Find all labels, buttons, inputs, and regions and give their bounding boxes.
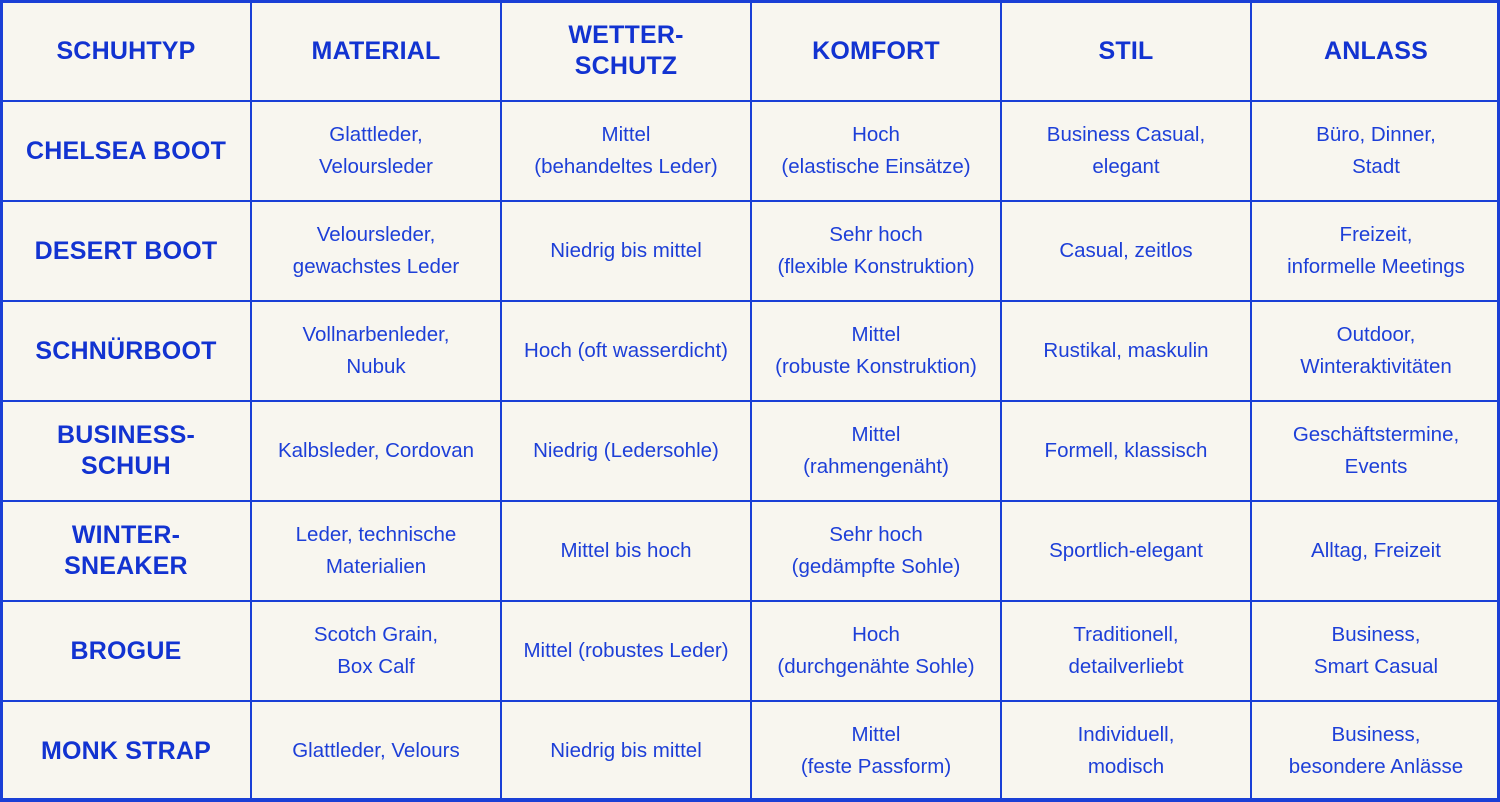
cell-text: (elastische Einsätze) [781, 155, 971, 178]
cell-anlass [1251, 401, 1500, 501]
cell-text: Sehr hoch [829, 523, 923, 546]
cell-text: modisch [1087, 755, 1165, 778]
cell-text: Mittel (robustes Leder) [523, 639, 729, 662]
cell-komfort [751, 401, 1001, 501]
cell-anlass [1251, 301, 1500, 401]
cell-anlass [1251, 101, 1500, 201]
cell-text: Business, [1331, 623, 1421, 646]
cell-text: Hoch [852, 623, 900, 646]
cell-text: (behandeltes Leder) [534, 155, 718, 178]
header-text: ANLASS [1324, 36, 1428, 65]
cell-text: (feste Passform) [800, 755, 952, 778]
cell-text: Sportlich-elegant [1049, 539, 1203, 562]
row-header-winter-sneaker [1, 501, 251, 601]
cell-wetterschutz [501, 101, 751, 201]
cell-text: Business, [1331, 723, 1421, 746]
cell-stil [1001, 101, 1251, 201]
cell-text: Stadt [1352, 155, 1400, 178]
cell-komfort [751, 701, 1001, 801]
cell-wetterschutz [501, 501, 751, 601]
cell-text: Formell, klassisch [1044, 439, 1208, 462]
row-header-text: DESERT BOOT [34, 236, 218, 265]
cell-text: Business Casual, [1046, 123, 1206, 146]
cell-text: informelle Meetings [1287, 255, 1465, 278]
row-header-text: MONK STRAP [40, 736, 212, 765]
cell-text: Casual, zeitlos [1059, 239, 1193, 262]
cell-text: elegant [1092, 155, 1160, 178]
row-header-brogue [1, 601, 251, 701]
cell-text: Mittel bis hoch [560, 539, 692, 562]
cell-text: Alltag, Freizeit [1311, 539, 1441, 562]
table-row [1, 101, 1500, 201]
cell-text: Freizeit, [1339, 223, 1413, 246]
cell-wetterschutz [501, 701, 751, 801]
cell-text: Nubuk [346, 355, 406, 378]
cell-text: Box Calf [337, 655, 415, 678]
cell-text: (robuste Konstruktion) [775, 355, 977, 378]
row-header-text: WINTER- [71, 521, 181, 549]
cell-text: Traditionell, [1073, 623, 1179, 646]
cell-material [251, 701, 501, 801]
header-text: KOMFORT [812, 36, 940, 65]
cell-text: Geschäftstermine, [1292, 423, 1460, 446]
cell-text: Rustikal, maskulin [1043, 339, 1209, 362]
cell-material [251, 101, 501, 201]
table-row [1, 401, 1500, 501]
cell-material [251, 601, 501, 701]
table-row [1, 701, 1500, 801]
cell-material [251, 301, 501, 401]
table-row [1, 201, 1500, 301]
cell-text: besondere Anlässe [1288, 755, 1464, 778]
cell-text: Niedrig (Ledersohle) [533, 439, 719, 462]
row-header-text: CHELSEA BOOT [25, 136, 227, 165]
cell-text: Outdoor, [1336, 323, 1416, 346]
cell-text: Leder, technische [295, 523, 457, 546]
cell-text: Smart Casual [1313, 655, 1439, 678]
column-header-stil [1001, 1, 1251, 101]
cell-wetterschutz [501, 201, 751, 301]
cell-material [251, 401, 501, 501]
cell-material [251, 201, 501, 301]
cell-komfort [751, 301, 1001, 401]
cell-wetterschutz [501, 601, 751, 701]
cell-text: Glattleder, Velours [292, 739, 460, 762]
cell-text: Winteraktivitäten [1300, 355, 1452, 378]
cell-stil [1001, 201, 1251, 301]
cell-text: gewachstes Leder [292, 255, 460, 278]
cell-material [251, 501, 501, 601]
cell-text: (flexible Konstruktion) [777, 255, 975, 278]
cell-anlass [1251, 201, 1500, 301]
cell-anlass [1251, 601, 1500, 701]
row-header-text: BROGUE [70, 636, 182, 665]
cell-stil [1001, 401, 1251, 501]
cell-text: Niedrig bis mittel [550, 739, 702, 762]
cell-anlass [1251, 501, 1500, 601]
cell-text: Scotch Grain, [313, 623, 439, 646]
table-body [1, 101, 1500, 801]
table-row [1, 501, 1500, 601]
cell-stil [1001, 301, 1251, 401]
cell-stil [1001, 701, 1251, 801]
table-row [1, 601, 1500, 701]
cell-text: Veloursleder [319, 155, 433, 178]
cell-text: Vollnarbenleder, [302, 323, 450, 346]
cell-text: Materialien [325, 555, 427, 578]
cell-text: Kalbsleder, Cordovan [277, 439, 474, 462]
cell-text: Mittel [851, 723, 901, 746]
column-header-wetterschutz [501, 1, 751, 101]
cell-text: Glattleder, [329, 123, 423, 146]
cell-text: Hoch [852, 123, 900, 146]
cell-wetterschutz [501, 401, 751, 501]
cell-text: Niedrig bis mittel [550, 239, 702, 262]
cell-text: detailverliebt [1068, 655, 1184, 678]
cell-komfort [751, 201, 1001, 301]
row-header-schnuerboot [1, 301, 251, 401]
cell-text: (rahmengenäht) [803, 455, 949, 478]
row-header-chelsea-boot [1, 101, 251, 201]
row-header-text: SCHNÜRBOOT [35, 336, 217, 365]
cell-anlass [1251, 701, 1500, 801]
header-text: SCHUTZ [574, 52, 678, 80]
header-text: WETTER- [568, 21, 684, 49]
cell-text: Mittel [851, 423, 901, 446]
row-header-business-schuh [1, 401, 251, 501]
cell-text: Sehr hoch [829, 223, 923, 246]
header-text: MATERIAL [311, 36, 441, 65]
cell-wetterschutz [501, 301, 751, 401]
cell-stil [1001, 601, 1251, 701]
cell-text: (durchgenähte Sohle) [777, 655, 975, 678]
cell-komfort [751, 101, 1001, 201]
cell-text: Büro, Dinner, [1316, 123, 1436, 146]
header-row [1, 1, 1500, 101]
row-header-text: SCHUH [81, 452, 171, 480]
cell-text: Veloursleder, [316, 223, 436, 246]
table-row [1, 301, 1500, 401]
header-text: SCHUHTYP [56, 36, 196, 65]
column-header-schuhtyp [1, 1, 251, 101]
header-text: STIL [1098, 36, 1154, 65]
row-header-text: SNEAKER [64, 552, 188, 580]
cell-komfort [751, 601, 1001, 701]
cell-text: Hoch (oft wasserdicht) [524, 339, 728, 362]
column-header-material [251, 1, 501, 101]
column-header-anlass [1251, 1, 1500, 101]
cell-text: (gedämpfte Sohle) [791, 555, 961, 578]
cell-stil [1001, 501, 1251, 601]
cell-komfort [751, 501, 1001, 601]
cell-text: Mittel [851, 323, 901, 346]
column-header-komfort [751, 1, 1001, 101]
cell-text: Individuell, [1077, 723, 1175, 746]
cell-text: Mittel [601, 123, 651, 146]
row-header-text: BUSINESS- [57, 421, 195, 449]
row-header-desert-boot [1, 201, 251, 301]
cell-text: Events [1344, 455, 1408, 478]
row-header-monk-strap [1, 701, 251, 801]
